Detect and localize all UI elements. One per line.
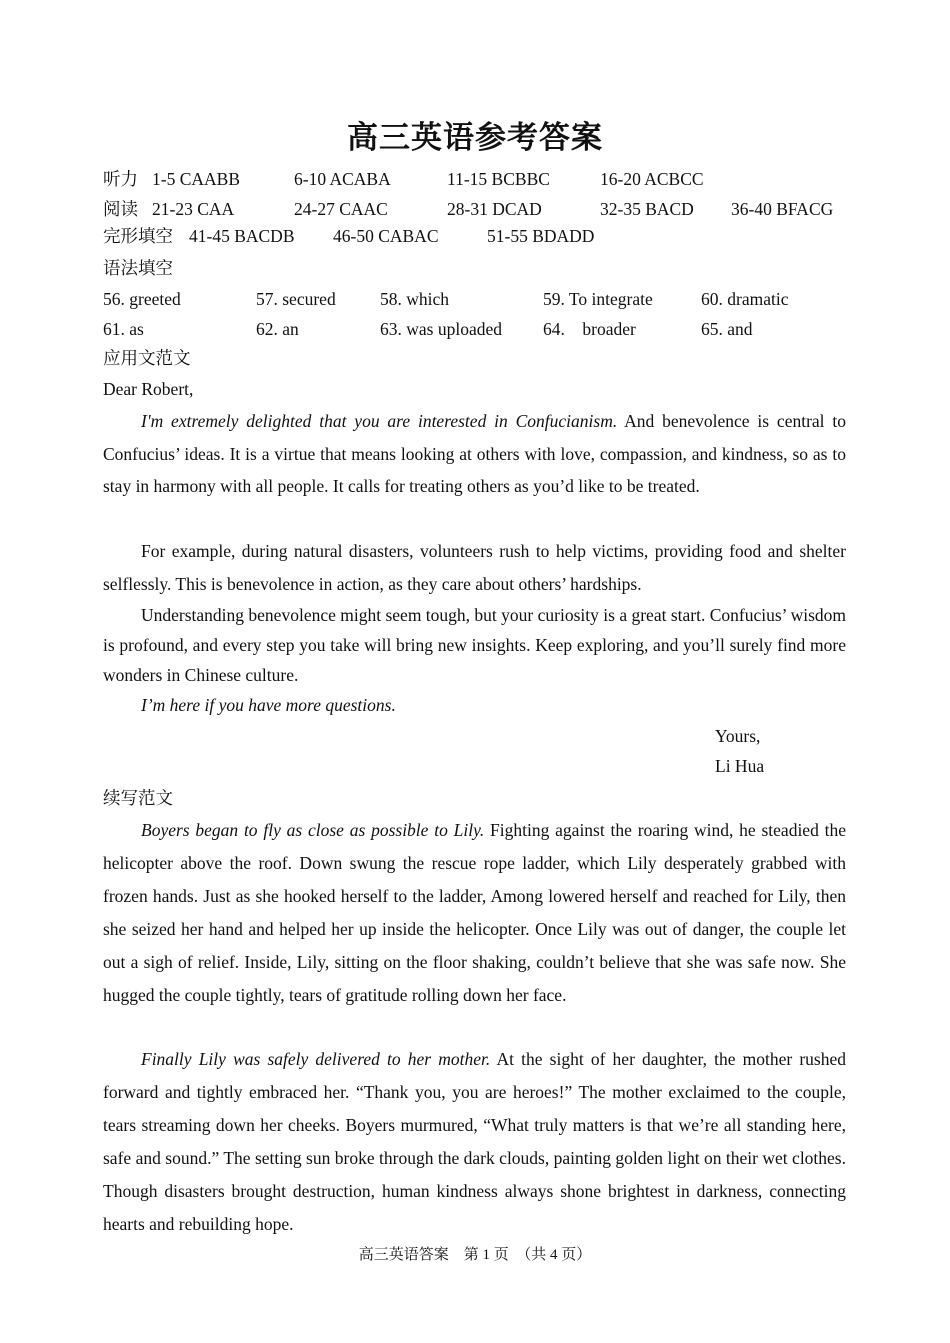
continuation-paragraph-text: Fighting against the roaring wind, he steadied the helicopter above the roof. Down swung the rescue rope ladder, which Lily desperately grabbed with frozen hands. Just as she hooked herself to the ladder, Among lowered herself and reached for Lily, then she seized her hand and helped her up inside the helicopter. Once Lily was out of danger, the couple let out a sigh of relief. Inside, Lily, sitting on the floor shaking, couldn’t believe that she was safe now. She hugged the couple tightly, tears of gratitude rolling down her face. (103, 820, 846, 1005)
page-footer: 高三英语答案 第 1 页 （共 4 页） (358, 1247, 592, 1263)
letter-signature: Li Hua (715, 756, 765, 776)
letter-heading: 应用文范文 (103, 348, 191, 368)
letter-paragraph (103, 405, 846, 503)
reading-group: 24-27 CAAC (294, 199, 388, 219)
continuation-opening-sentence: Boyers began to fly as close as possible to Lily. (141, 820, 485, 840)
grammar-answer: 61. as (103, 319, 144, 339)
page-title: 高三英语参考答案 (347, 120, 603, 155)
reading-group: 32-35 BACD (600, 199, 694, 219)
grammar-answer: 57. secured (256, 289, 336, 309)
reading-group: 21-23 CAA (152, 199, 235, 219)
listening-group: 6-10 ACABA (294, 169, 391, 189)
listening-group: 1-5 CAABB (152, 169, 240, 189)
cloze-group: 46-50 CABAC (333, 226, 439, 246)
grammar-answer: 62. an (256, 319, 299, 339)
letter-closing (103, 690, 846, 720)
cloze-label: 完形填空 (103, 226, 173, 246)
letter-opening-sentence: I'm extremely delighted that you are interested in Confucianism. (141, 411, 618, 431)
continuation-paragraph (103, 1043, 846, 1240)
grammar-answer: 65. and (701, 319, 753, 339)
grammar-label: 语法填空 (103, 258, 173, 278)
grammar-answer: 56. greeted (103, 289, 181, 309)
grammar-answer: 60. dramatic (701, 289, 789, 309)
continuation-heading: 续写范文 (103, 788, 173, 808)
letter-paragraph: Understanding benevolence might seem tough, but your curiosity is a great start. Confucius’ wisdom is profound, and every step you take will bring new insights. Keep exploring, and you’ll surely find more wonders in Chinese culture. (103, 605, 846, 685)
cloze-group: 41-45 BACDB (189, 226, 295, 246)
letter-salutation: Dear Robert, (103, 379, 194, 399)
grammar-answer: 58. which (380, 289, 450, 309)
reading-label: 阅读 (103, 199, 138, 219)
cloze-group: 51-55 BDADD (487, 226, 595, 246)
grammar-answer: 63. was uploaded (380, 319, 502, 339)
reading-group: 28-31 DCAD (447, 199, 542, 219)
listening-label: 听力 (103, 169, 138, 189)
grammar-answer: 64. broader (543, 319, 636, 339)
listening-group: 11-15 BCBBC (447, 169, 550, 189)
grammar-answer: 59. To integrate (543, 289, 653, 309)
continuation-paragraph (103, 814, 846, 1011)
letter-closing-sentence: I’m here if you have more questions. (141, 695, 396, 715)
continuation-opening-sentence: Finally Lily was safely delivered to her mother. (141, 1049, 491, 1069)
continuation-paragraph-text: At the sight of her daughter, the mother rushed forward and tightly embraced her. “Thank you, you are heroes!” The mother exclaimed to the couple, tears streaming down her cheeks. Boyers murmured, “What truly matters is that we’re all standing here, safe and sound.” The setting sun broke through the dark clouds, painting golden light on their wet clothes. Though disasters brought destruction, human kindness always shone brightest in darkness, connecting hearts and rebuilding hope. (103, 1049, 846, 1234)
reading-group: 36-40 BFACG (731, 199, 834, 219)
letter-paragraph-text: And benevolence is central to Confucius’ ideas. It is a virtue that means looking at others with love, compassion, and kindness, so as to stay in harmony with all people. It calls for treating others as you’d like to be treated. (103, 411, 846, 497)
letter-paragraph: For example, during natural disasters, volunteers rush to help victims, providing food and shelter selflessly. This is benevolence in action, as they care about others’ hardships. (103, 541, 846, 594)
listening-group: 16-20 ACBCC (600, 169, 704, 189)
letter-signoff: Yours, (715, 726, 761, 746)
